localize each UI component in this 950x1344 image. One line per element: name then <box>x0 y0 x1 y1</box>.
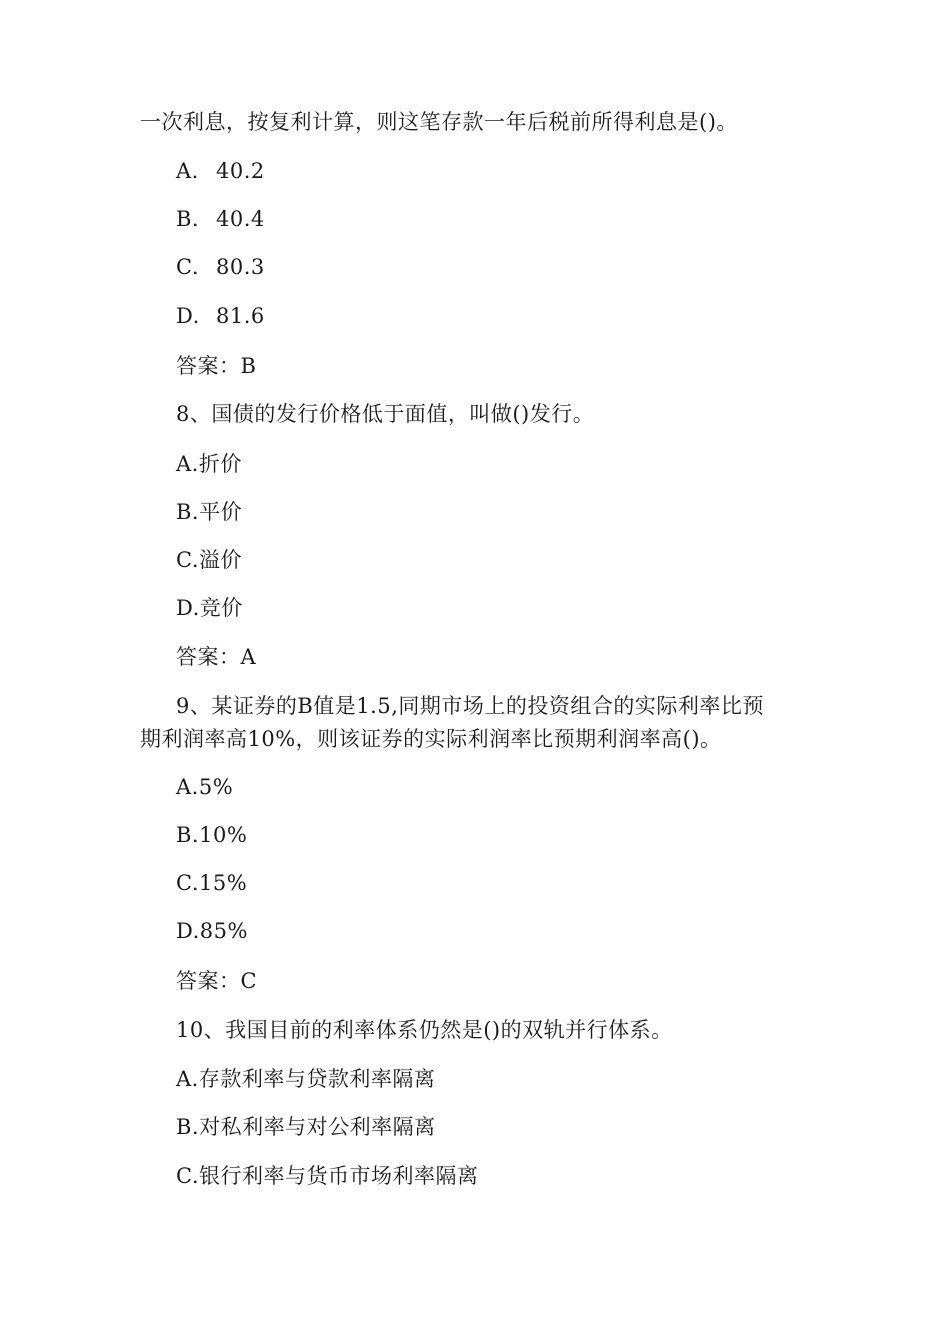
q9-option-c: C.15% <box>176 871 248 895</box>
q7-option-a <box>176 157 265 185</box>
q8-option-c: C.溢价 <box>176 548 242 572</box>
option-label: C. <box>176 255 199 279</box>
q7-option-d <box>176 302 265 330</box>
option-text: 80.3 <box>216 255 265 279</box>
q10-option-b: B.对私利率与对公利率隔离 <box>176 1115 436 1139</box>
q7-stem-tail: 一次利息，按复利计算，则这笔存款一年后税前所得利息是()。 <box>140 110 738 134</box>
q7-answer: 答案：B <box>176 354 257 378</box>
q9-stem-line2: 期利润率高10%，则该证券的实际利润率比预期利润率高()。 <box>140 727 722 751</box>
q9-answer: 答案：C <box>176 969 258 993</box>
option-label: A. <box>176 159 199 183</box>
q9-option-d: D.85% <box>176 919 248 943</box>
q7-option-b <box>176 205 265 233</box>
option-label: B. <box>176 207 200 231</box>
q9-option-b: B.10% <box>176 823 248 847</box>
q10-option-c: C.银行利率与货币市场利率隔离 <box>176 1164 479 1188</box>
q8-option-b: B.平价 <box>176 500 243 524</box>
q10-stem: 10、我国目前的利率体系仍然是()的双轨并行体系。 <box>176 1018 673 1042</box>
q8-stem: 8、国债的发行价格低于面值，叫做()发行。 <box>176 402 595 426</box>
q9-option-a: A.5% <box>176 775 234 799</box>
option-text: 81.6 <box>216 304 265 328</box>
option-text: 40.4 <box>216 207 265 231</box>
option-label: D. <box>176 304 200 328</box>
q8-option-a: A.折价 <box>176 452 242 476</box>
q10-option-a: A.存款利率与贷款利率隔离 <box>176 1067 436 1091</box>
q9-stem-line1: 9、某证券的B值是1.5,同期市场上的投资组合的实际利率比预 <box>176 694 764 718</box>
option-text: 40.2 <box>216 159 265 183</box>
q8-answer: 答案：A <box>176 645 257 669</box>
q7-option-c <box>176 253 265 281</box>
q8-option-d: D.竞价 <box>176 596 243 620</box>
